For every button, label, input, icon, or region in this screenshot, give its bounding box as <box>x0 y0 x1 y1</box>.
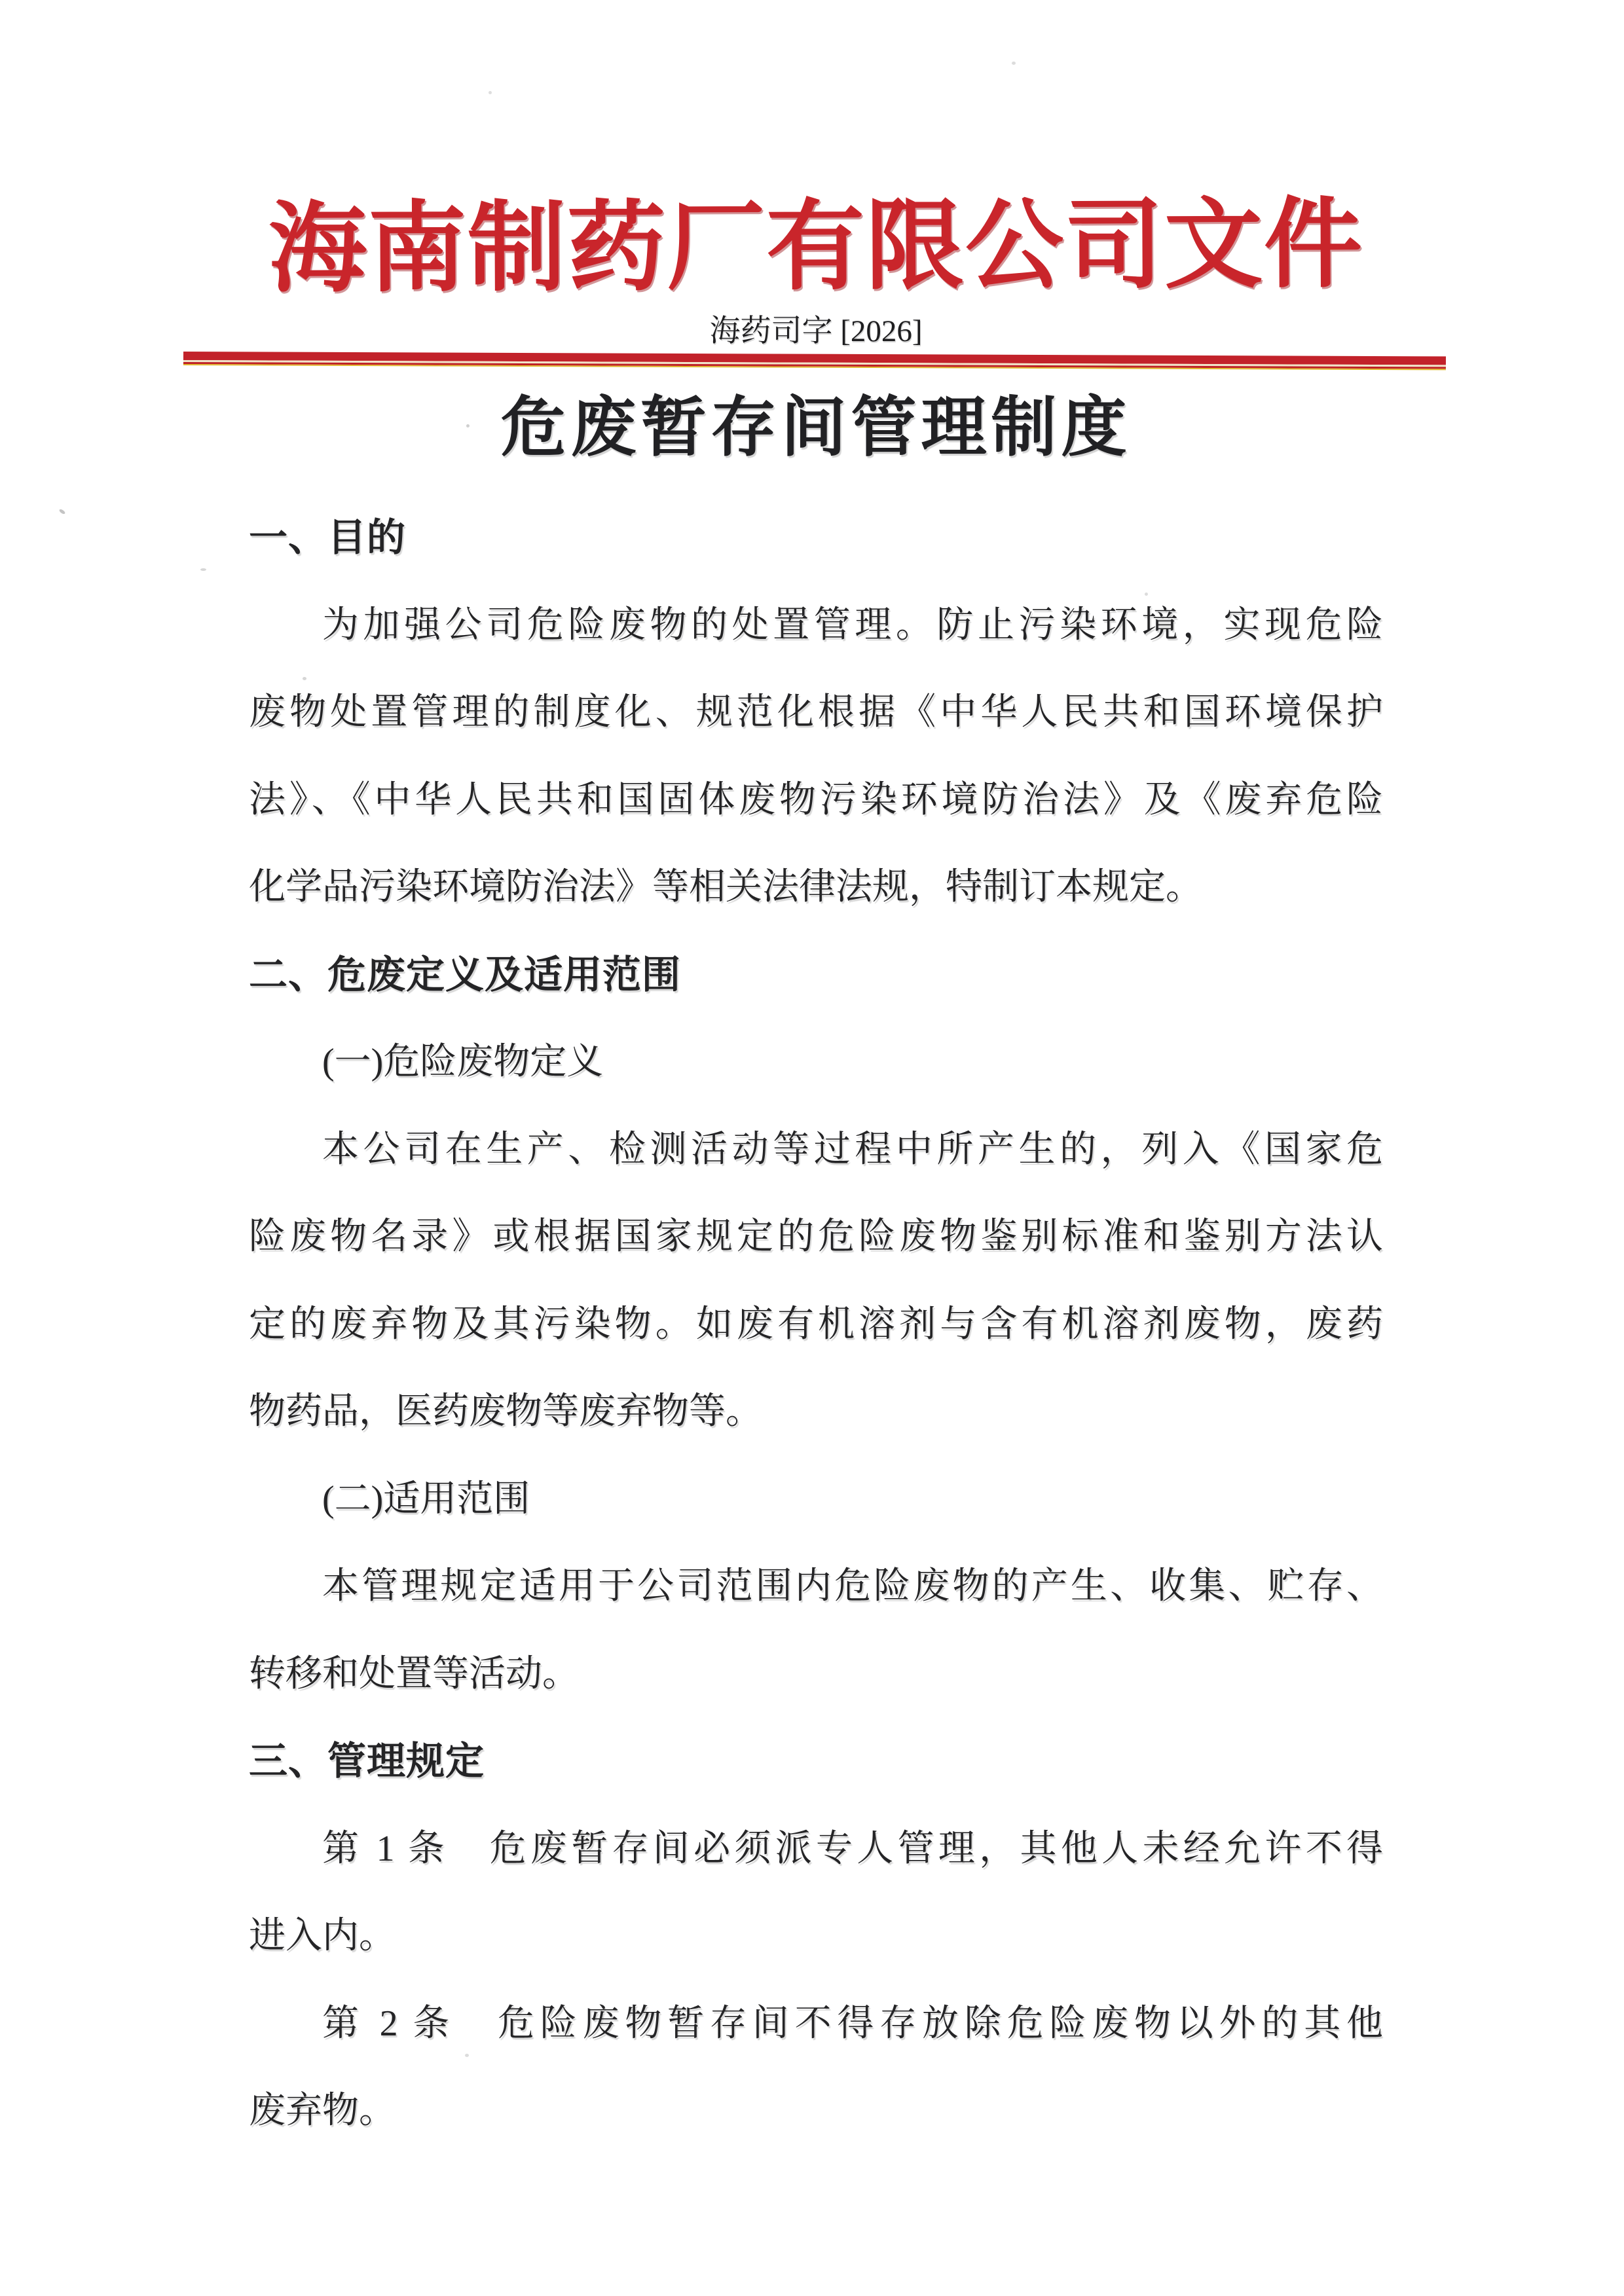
text-line: 第 2 条 危险废物暂存间不得存放除危险废物以外的其他 <box>322 2003 1383 2044</box>
section-heading: 二、危废定义及适用范围 <box>249 953 682 996</box>
scan-speck <box>465 2054 469 2057</box>
text-line: 物药品，医药废物等废弃物等。 <box>249 1391 762 1432</box>
text-line: 本公司在生产、检测活动等过程中所产生的，列入《国家危 <box>322 1129 1383 1170</box>
scan-speck <box>489 91 492 94</box>
text-line: (一)危险废物定义 <box>322 1042 604 1082</box>
red-separator-rule <box>183 352 1446 370</box>
scan-speck <box>1145 592 1148 596</box>
scan-speck <box>926 277 930 280</box>
document-title: 危废暂存间管理制度 <box>500 391 1132 464</box>
text-line: 险废物名录》或根据国家规定的危险废物鉴别标准和鉴别方法认 <box>249 1216 1383 1257</box>
text-line: (二)适用范围 <box>322 1478 530 1520</box>
text-line: 废物处置管理的制度化、规范化根据《中华人民共和国环境保护 <box>249 692 1383 733</box>
scan-speck <box>58 509 65 515</box>
text-line: 第 1 条 危废暂存间必须派专人管理，其他人未经允许不得 <box>322 1828 1383 1869</box>
text-line: 进入内。 <box>249 1916 396 1956</box>
text-line: 定的废弃物及其污染物。如废有机溶剂与含有机溶剂废物，废药 <box>249 1303 1383 1345</box>
section-heading: 三、管理规定 <box>249 1740 485 1783</box>
scan-speck <box>466 424 470 428</box>
text-line: 本管理规定适用于公司范围内危险废物的产生、收集、贮存、 <box>322 1566 1383 1607</box>
text-line: 转移和处置等活动。 <box>249 1653 579 1694</box>
scan-speck <box>1012 62 1016 65</box>
document-lines <box>249 494 1383 2155</box>
company-letterhead-title: 海南制药厂有限公司文件 <box>268 191 1364 304</box>
scan-speck <box>200 568 206 571</box>
section-heading: 一、目的 <box>249 516 407 559</box>
document-number: 海药司字 [2026] <box>709 314 923 348</box>
text-line: 法》、《中华人民共和国固体废物污染环境防治法》及《废弃危险 <box>249 779 1383 820</box>
scan-speck <box>303 677 306 680</box>
text-line: 为加强公司危险废物的处置管理。防止污染环境，实现危险 <box>322 604 1383 646</box>
text-line: 化学品污染环境防治法》等相关法律法规，特制订本规定。 <box>249 867 1202 907</box>
text-line: 废弃物。 <box>249 2090 396 2131</box>
